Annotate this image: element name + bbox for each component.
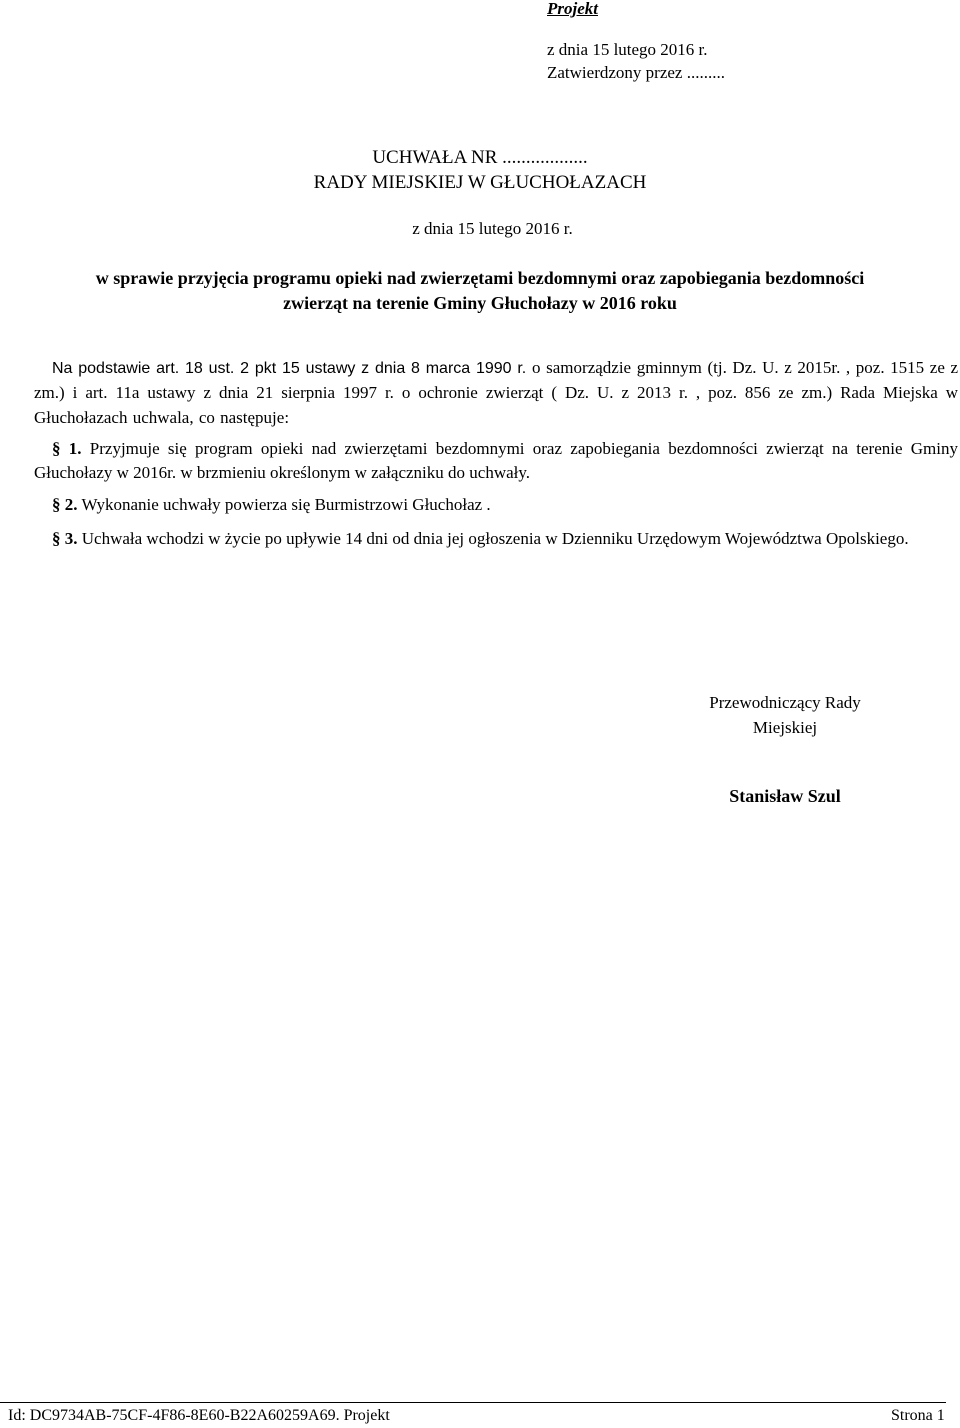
footer-divider — [0, 1402, 946, 1403]
signature-name: Stanisław Szul — [729, 786, 841, 806]
section-2 — [34, 493, 958, 517]
legal-basis-part-1: Na podstawie art. 18 ust. 2 pkt 15 ustawy z dnia 8 marca 1990 r. — [52, 360, 527, 377]
resolution-number: UCHWAŁA NR .................. — [372, 147, 588, 168]
section-3-number: § 3. — [52, 529, 78, 548]
section-3 — [34, 527, 958, 551]
draft-label: Projekt — [547, 0, 598, 18]
subject-line-2: zwierząt na terenie Gminy Głuchołazy w 2016 roku — [283, 293, 677, 313]
footer-page-number: Strona 1 — [891, 1407, 945, 1424]
signature-role-line-1: Przewodniczący Rady — [709, 693, 861, 712]
section-3-text: Uchwała wchodzi w życie po upływie 14 dni od dnia jej ogłoszenia w Dzienniku Urzędowym Województwa Opolskiego. — [81, 529, 909, 548]
section-2-text: Wykonanie uchwały powierza się Burmistrzowi Głuchołaz . — [81, 495, 491, 514]
signature-role-line-2: Miejskiej — [752, 718, 818, 737]
section-1-number: § 1. — [52, 439, 82, 458]
header-approved: Zatwierdzony przez ......... — [547, 63, 725, 82]
legal-basis-paragraph — [34, 356, 958, 431]
section-1-text: Przyjmuje się program opieki nad zwierzętami bezdomnymi oraz zapobiegania bezdomności zwierząt na terenie Gminy Głuchołazy w 2016r. w brzmieniu określonym w załączniku do uchwały. — [34, 439, 959, 482]
resolution-date: z dnia 15 lutego 2016 r. — [412, 219, 573, 238]
council-name: RADY MIEJSKIEJ W GŁUCHOŁAZACH — [313, 172, 647, 193]
subject-line-1: w sprawie przyjęcia programu opieki nad zwierzętami bezdomnymi oraz zapobiegania bezdomności — [95, 268, 865, 288]
section-1 — [34, 437, 958, 485]
header-date: z dnia 15 lutego 2016 r. — [547, 40, 708, 59]
section-2-number: § 2. — [52, 495, 78, 514]
footer-document-id: Id: DC9734AB-75CF-4F86-8E60-B22A60259A69. Projekt — [8, 1407, 390, 1424]
legal-basis-part-2: o samorządzie gminnym (tj. Dz. U. z 2015r. , poz. 1515 ze z zm.) i art. 11a ustawy z dnia 21 sierpnia 1997 r. o ochronie zwierząt ( Dz. U. z 2013 r. , poz. 856 ze zm.) Rada Miejska w Głuchołazach uchwala, co następuje: — [34, 358, 959, 427]
